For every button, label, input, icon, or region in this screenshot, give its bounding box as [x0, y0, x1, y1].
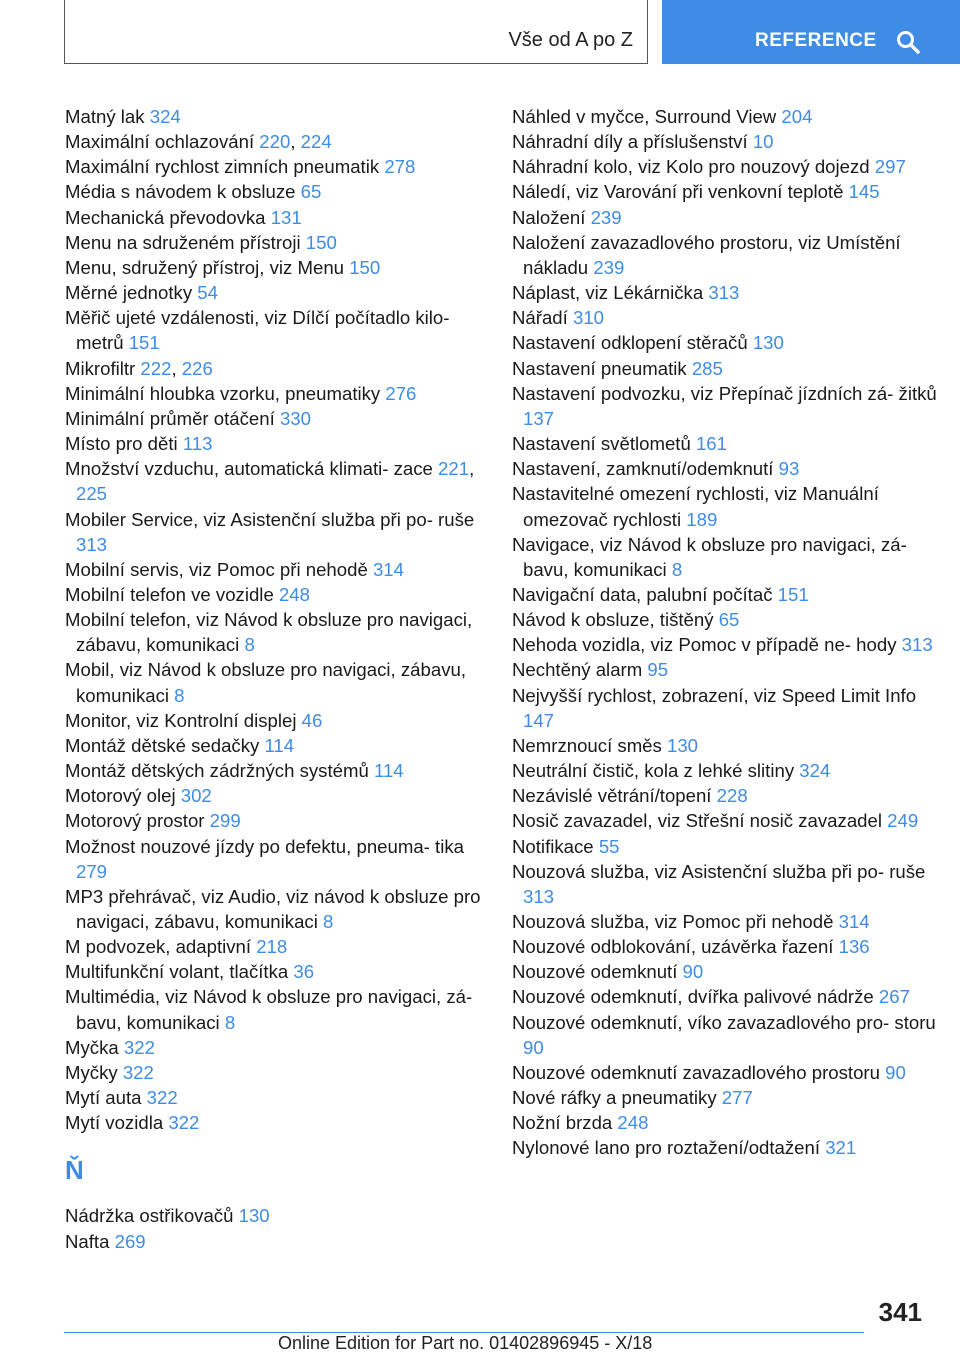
- index-entry: [65, 607, 485, 657]
- index-term: Matný lak: [65, 106, 150, 127]
- index-entry: [65, 959, 485, 984]
- index-entry: [65, 1203, 485, 1228]
- page-link[interactable]: 95: [647, 659, 669, 681]
- page-link[interactable]: 161: [695, 433, 727, 455]
- index-list-left-2: [65, 1203, 485, 1253]
- section-heading: Ň: [65, 1155, 84, 1186]
- page-link[interactable]: 151: [128, 332, 160, 354]
- page-link[interactable]: 54: [197, 282, 218, 304]
- index-term: Naložení: [512, 206, 591, 228]
- page-link[interactable]: 297: [874, 156, 906, 178]
- index-term: Mobilní servis, viz Pomoc při nehodě: [65, 558, 373, 580]
- index-entry: [512, 582, 942, 607]
- index-term: Nezávislé větrání/topení: [512, 785, 717, 807]
- page-link[interactable]: 113: [182, 433, 213, 455]
- page-link[interactable]: 330: [279, 407, 311, 429]
- index-entry: [65, 1035, 485, 1060]
- index-list-right: [512, 104, 942, 1161]
- index-entry: [65, 1060, 485, 1085]
- index-term: Místo pro děti: [65, 433, 183, 455]
- page-link[interactable]: 276: [385, 382, 417, 404]
- index-entry: [512, 683, 942, 733]
- index-term: Notifikace: [512, 835, 599, 857]
- page-link[interactable]: 130: [238, 1205, 270, 1227]
- page-link[interactable]: 313: [523, 885, 555, 907]
- page-link[interactable]: 321: [825, 1137, 857, 1159]
- index-entry: [65, 758, 485, 783]
- index-entry: [512, 129, 942, 154]
- index-term: Nouzová služba, viz Pomoc při nehodě: [512, 911, 839, 932]
- page-link[interactable]: 313: [76, 533, 108, 555]
- index-term: Nechtěný alarm: [512, 659, 648, 681]
- index-entry: [65, 657, 485, 707]
- page-link[interactable]: 285: [691, 357, 723, 379]
- index-term: Minimální průměr otáčení: [65, 407, 280, 429]
- index-term: Nastavení světlometů: [512, 433, 696, 455]
- page-number: 341: [878, 1297, 922, 1327]
- page-link[interactable]: 220: [259, 131, 291, 153]
- index-entry: [512, 104, 942, 129]
- index-term: Měřič ujeté vzdálenosti, viz Dílčí počítadlo kilo‐ metrů: [65, 307, 450, 354]
- index-entry: [65, 205, 485, 230]
- page-link[interactable]: 8: [671, 558, 683, 580]
- page-link[interactable]: 93: [778, 458, 800, 480]
- index-term: Nastavení, zamknutí/odemknutí: [512, 458, 779, 480]
- page-link[interactable]: 277: [721, 1087, 753, 1109]
- page-link[interactable]: 248: [278, 583, 310, 605]
- index-entry: [512, 758, 942, 783]
- page-link[interactable]: 147: [523, 709, 555, 731]
- index-term: Nádržka ostřikovačů: [65, 1205, 239, 1227]
- index-term: Montáž dětské sedačky: [65, 734, 265, 756]
- index-term: Nové ráfky a pneumatiky: [512, 1087, 722, 1109]
- index-term: Nosič zavazadel, viz Střešní nosič zavazadel: [512, 810, 888, 832]
- page-link[interactable]: 322: [123, 1036, 155, 1058]
- index-entry: [65, 255, 485, 280]
- page-link[interactable]: 314: [372, 558, 404, 580]
- index-entry: [65, 582, 485, 607]
- index-entry: [512, 381, 942, 431]
- index-term: Maximální rychlost zimních pneumatik: [65, 156, 385, 178]
- index-entry: [65, 104, 485, 129]
- page-link[interactable]: 224: [300, 131, 332, 153]
- index-term: Nastavení pneumatik: [512, 357, 692, 379]
- index-term: Myčky: [65, 1061, 123, 1083]
- index-term: Náledí, viz Varování při venkovní teplotě: [512, 181, 849, 203]
- index-entry: [512, 431, 942, 456]
- page-link[interactable]: 151: [777, 583, 809, 605]
- page-link[interactable]: 114: [374, 760, 404, 782]
- header-title-box: [64, 0, 648, 64]
- page-link[interactable]: 189: [686, 508, 718, 530]
- page-link[interactable]: 36: [293, 961, 315, 983]
- index-term: Nastavení podvozku, viz Přepínač jízdních zá‐ žitků: [512, 382, 937, 404]
- index-term: Náhradní díly a příslušenství: [512, 131, 753, 153]
- index-term: Navigační data, palubní počítač: [512, 583, 778, 605]
- page-link[interactable]: 225: [76, 483, 108, 505]
- page-link[interactable]: 137: [523, 407, 555, 429]
- index-list-left: [65, 104, 485, 1135]
- index-entry: [512, 305, 942, 330]
- page-link[interactable]: 222: [140, 357, 172, 379]
- page-link[interactable]: 204: [781, 106, 813, 127]
- index-term: Nastavitelné omezení rychlosti, viz Manuální omezovač rychlosti: [512, 483, 879, 530]
- index-entry: [65, 179, 485, 204]
- page-link[interactable]: 130: [667, 734, 699, 756]
- index-entry: [512, 859, 942, 909]
- index-entry: [512, 934, 942, 959]
- index-entry: [512, 456, 942, 481]
- page-link[interactable]: 8: [244, 634, 255, 656]
- index-entry: [512, 154, 942, 179]
- header-section-tab[interactable]: [662, 0, 960, 64]
- index-entry: [65, 1110, 485, 1135]
- index-entry: [512, 356, 942, 381]
- index-term: Nouzové odemknutí: [512, 961, 683, 983]
- page-link[interactable]: 248: [617, 1112, 649, 1134]
- index-entry: Maximální ochlazování 220, 224: [65, 131, 332, 153]
- index-term: Nouzová služba, viz Asistenční služba při po‐ ruše: [512, 860, 926, 882]
- index-entry: [512, 607, 942, 632]
- index-entry: [512, 1085, 942, 1110]
- index-entry: [512, 1110, 942, 1135]
- index-term: Nylonové lano pro roztažení/odtažení: [512, 1137, 826, 1159]
- index-term: Nářadí: [512, 307, 573, 329]
- page-link[interactable]: 90: [523, 1036, 544, 1058]
- index-term: Nejvyšší rychlost, zobrazení, viz Speed Limit Info: [512, 684, 917, 706]
- index-entry: [65, 708, 485, 733]
- index-entry: [512, 834, 942, 859]
- index-term: Mikrofiltr: [65, 357, 141, 379]
- index-term: Navigace, viz Návod k obsluze pro navigaci, zá‐ bavu, komunikaci: [512, 533, 907, 580]
- index-entry: Množství vzduchu, automatická klimati‐ zace 221, 225: [65, 458, 475, 505]
- index-term: Mobil, viz Návod k obsluze pro navigaci, zábavu, komunikaci: [65, 659, 467, 706]
- page-link[interactable]: 150: [305, 231, 337, 253]
- index-term: Mytí vozidla: [65, 1112, 169, 1134]
- index-term: Multimédia, viz Návod k obsluze pro navigaci, zá‐ bavu, komunikaci: [65, 986, 473, 1033]
- search-icon[interactable]: [896, 30, 920, 54]
- index-entry: [512, 1060, 942, 1085]
- index-term: Nouzové odemknutí, víko zavazadlového pro‐ storu: [512, 1011, 936, 1033]
- page-link[interactable]: 55: [598, 835, 620, 857]
- index-term: Menu na sdruženém přístroji: [65, 231, 306, 253]
- page-link[interactable]: 10: [752, 131, 774, 153]
- index-entry: [512, 1135, 942, 1160]
- index-entry: [512, 280, 942, 305]
- index-entry: [65, 406, 485, 431]
- index-entry: [512, 808, 942, 833]
- index-entry: [512, 783, 942, 808]
- page-link[interactable]: 228: [716, 785, 748, 807]
- index-entry: [512, 179, 942, 204]
- index-column-right: [512, 104, 942, 1161]
- index-term: Neutrální čistič, kola z lehké slitiny: [512, 760, 800, 782]
- page-link[interactable]: 221: [438, 458, 470, 480]
- index-term: Minimální hloubka vzorku, pneumatiky: [65, 382, 386, 404]
- page-link[interactable]: 65: [718, 609, 740, 631]
- index-term: Montáž dětských zádržných systémů: [65, 760, 374, 782]
- page-link[interactable]: 249: [887, 810, 919, 832]
- index-entry: [65, 783, 485, 808]
- index-term: Monitor, viz Kontrolní displej: [65, 709, 302, 731]
- page-link[interactable]: 314: [838, 911, 870, 932]
- index-entry: [65, 1229, 485, 1254]
- index-entry: [65, 154, 485, 179]
- page-link[interactable]: 150: [349, 256, 381, 278]
- index-term: Návod k obsluze, tištěný: [512, 609, 719, 631]
- page-link[interactable]: 313: [708, 282, 740, 304]
- index-term: Nemrznoucí směs: [512, 734, 667, 756]
- index-entry: [65, 1085, 485, 1110]
- page-link[interactable]: 136: [838, 936, 870, 958]
- page-link[interactable]: 239: [590, 206, 622, 228]
- index-column-left: [65, 104, 485, 1254]
- index-entry: [65, 431, 485, 456]
- header-title: Vše od A po Z: [508, 29, 633, 51]
- index-entry: [512, 657, 942, 682]
- index-entry: [65, 884, 485, 934]
- index-entry: [512, 984, 942, 1009]
- index-term: Nouzové odblokování, uzávěrka řazení: [512, 936, 839, 958]
- index-entry: [65, 557, 485, 582]
- index-entry: [65, 305, 485, 355]
- page-link[interactable]: 267: [878, 986, 910, 1008]
- page-link[interactable]: 278: [384, 156, 416, 178]
- index-term: Náplast, viz Lékárnička: [512, 282, 709, 304]
- page-link[interactable]: 218: [256, 936, 288, 958]
- index-entry: [512, 230, 942, 280]
- page-link[interactable]: 299: [209, 810, 241, 832]
- page-link[interactable]: 313: [901, 634, 933, 656]
- index-term: Maximální ochlazování: [65, 131, 260, 153]
- index-term: Mobilní telefon ve vozidle: [65, 583, 279, 605]
- index-term: Motorový prostor: [65, 810, 210, 832]
- page-link[interactable]: 131: [270, 206, 302, 228]
- index-entry: [65, 733, 485, 758]
- index-term: Nafta: [65, 1230, 115, 1252]
- index-entry: [512, 481, 942, 531]
- header-section-label: REFERENCE: [755, 30, 877, 51]
- index-term: Motorový olej: [65, 785, 181, 807]
- index-term: M podvozek, adaptivní: [65, 936, 257, 958]
- index-term: Náhradní kolo, viz Kolo pro nouzový dojezd: [512, 156, 875, 178]
- index-entry: [65, 381, 485, 406]
- page-link[interactable]: 322: [146, 1087, 178, 1109]
- page-link[interactable]: 226: [181, 357, 213, 379]
- page-link[interactable]: 322: [122, 1061, 154, 1083]
- index-entry: [512, 330, 942, 355]
- page-link[interactable]: 8: [323, 911, 334, 932]
- index-term: Menu, sdružený přístroj, viz Menu: [65, 256, 350, 278]
- index-entry: [65, 834, 485, 884]
- index-entry: [65, 984, 485, 1034]
- index-term: Myčka: [65, 1036, 124, 1058]
- index-term: Mobiler Service, viz Asistenční služba při po‐ ruše: [65, 508, 475, 530]
- index-entry: [65, 934, 485, 959]
- index-entry: [512, 205, 942, 230]
- index-term: Náhled v myčce, Surround View: [512, 106, 782, 127]
- index-term: Měrné jednotky: [65, 282, 198, 304]
- page-link[interactable]: 322: [168, 1112, 200, 1134]
- index-term: Naložení zavazadlového prostoru, viz Umístění nákladu: [512, 231, 901, 278]
- index-term: Nouzové odemknutí, dvířka palivové nádrže: [512, 986, 879, 1008]
- page-link[interactable]: 239: [593, 256, 625, 278]
- page-link[interactable]: 8: [174, 684, 185, 706]
- index-entry: [512, 959, 942, 984]
- index-term: Mobilní telefon, viz Návod k obsluze pro navigaci, zábavu, komunikaci: [65, 609, 473, 656]
- page-link[interactable]: 130: [752, 332, 784, 354]
- index-term: Multifunkční volant, tlačítka: [65, 961, 294, 983]
- index-term: Mytí auta: [65, 1087, 147, 1109]
- index-term: Mechanická převodovka: [65, 206, 271, 228]
- index-entry: [512, 632, 942, 657]
- page-link[interactable]: 324: [799, 760, 831, 782]
- page-link[interactable]: 90: [682, 961, 704, 983]
- page-link[interactable]: 310: [572, 307, 605, 329]
- index-entry: [512, 733, 942, 758]
- index-entry: [65, 280, 485, 305]
- footer-edition: Online Edition for Part no. 01402896945 - X/18: [278, 1333, 653, 1353]
- index-entry: [65, 808, 485, 833]
- index-entry: [512, 532, 942, 582]
- index-entry: [65, 507, 485, 557]
- index-term: Nožní brzda: [512, 1112, 618, 1134]
- index-entry: [512, 909, 942, 934]
- index-entry: [512, 1010, 942, 1060]
- index-term: Média s návodem k obsluze: [65, 181, 301, 203]
- page-link[interactable]: 65: [300, 181, 322, 203]
- index-term: Nastavení odklopení stěračů: [512, 332, 753, 354]
- page-link[interactable]: 269: [114, 1230, 146, 1252]
- index-term: Nehoda vozidla, viz Pomoc v případě ne‐ hody: [512, 634, 902, 656]
- index-term: MP3 přehrávač, viz Audio, viz návod k obsluze pro navigaci, zábavu, komunikaci: [65, 885, 481, 932]
- page-link[interactable]: 145: [848, 181, 880, 203]
- page-link[interactable]: 114: [264, 734, 295, 756]
- index-entry: Mikrofiltr 222, 226: [65, 357, 213, 379]
- page-link[interactable]: 8: [224, 1011, 236, 1033]
- index-term: Množství vzduchu, automatická klimati‐ zace: [65, 458, 439, 480]
- page-link[interactable]: 46: [301, 709, 323, 731]
- page-link[interactable]: 302: [180, 785, 212, 807]
- index-entry: [65, 230, 485, 255]
- page-link[interactable]: 324: [149, 106, 181, 127]
- page-link[interactable]: 90: [885, 1061, 906, 1083]
- index-term: Nouzové odemknutí zavazadlového prostoru: [512, 1061, 886, 1083]
- page-link[interactable]: 279: [76, 860, 108, 882]
- index-term: Možnost nouzové jízdy po defektu, pneuma‐ tika: [65, 835, 464, 857]
